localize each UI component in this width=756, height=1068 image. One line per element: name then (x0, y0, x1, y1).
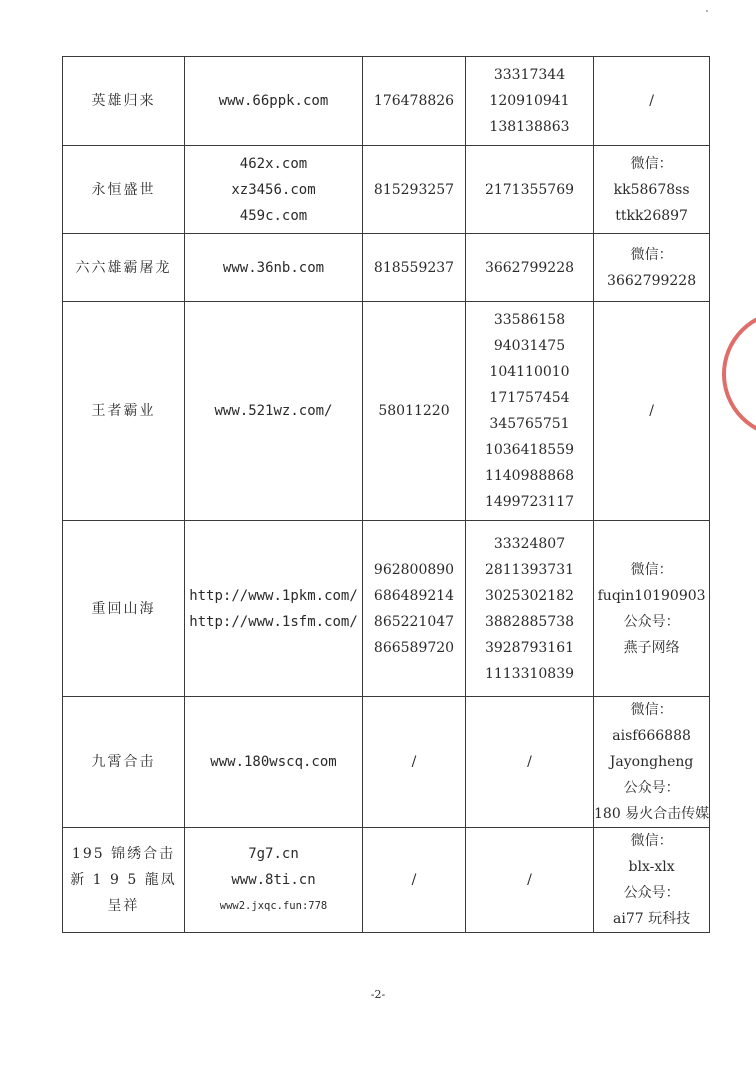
cell-line: 3662799228 (607, 272, 697, 289)
data-table (62, 56, 710, 933)
cell-line: 94031475 (493, 338, 566, 354)
cell-line: 六六雄霸屠龙 (75, 259, 172, 276)
cell-line: 微信： (630, 833, 673, 849)
cell-line: aisf666888 (612, 728, 691, 744)
cell-line: 3928793161 (484, 639, 575, 656)
cell-line: / (527, 872, 532, 888)
other-contact-cell (594, 697, 710, 828)
table-row (63, 234, 710, 302)
cell-line: / (527, 754, 532, 770)
website-cell (185, 234, 363, 302)
name-cell (63, 828, 185, 933)
cell-line: 138138863 (489, 119, 570, 135)
cell-line: 燕子网络 (623, 639, 680, 656)
cell-line: 新 1 9 5 龍凤 (70, 872, 177, 888)
cell-line: 英雄归来 (91, 93, 156, 109)
cell-line: kk58678ss (613, 181, 690, 198)
qq-cell (363, 57, 466, 146)
other-contact-cell (594, 302, 710, 521)
website-cell (185, 302, 363, 521)
other-contact-cell (594, 57, 710, 146)
table-row (63, 521, 710, 697)
cell-line: 3662799228 (484, 259, 575, 276)
cell-line: www.521wz.com/ (214, 403, 333, 419)
name-cell (63, 146, 185, 234)
table-row (63, 828, 710, 933)
cell-line: 345765751 (489, 416, 570, 432)
table-row (63, 697, 710, 828)
qq-cell (363, 302, 466, 521)
website-cell (185, 697, 363, 828)
cell-line: / (649, 403, 654, 419)
cell-line: 永恒盛世 (91, 181, 156, 198)
cell-line: xz3456.com (231, 181, 316, 198)
cell-line: http://www.1pkm.com/ (189, 587, 358, 604)
cell-line: 2171355769 (484, 181, 575, 198)
group-cell (466, 57, 594, 146)
cell-line: 1499723117 (484, 494, 575, 510)
cell-line: 公众号： (623, 780, 680, 796)
table-row (63, 57, 710, 146)
group-cell (466, 234, 594, 302)
table-row (63, 146, 710, 234)
cell-line: 686489214 (373, 587, 455, 604)
cell-line: 王者霸业 (91, 403, 156, 419)
cell-line: / (411, 872, 417, 888)
cell-line: 120910941 (489, 93, 570, 109)
cell-line: 3025302182 (484, 587, 575, 604)
cell-line: / (411, 754, 417, 770)
cell-line: 33324807 (493, 535, 566, 552)
qq-cell (363, 146, 466, 234)
cell-line: 962800890 (373, 561, 455, 578)
cell-line: 公众号： (623, 885, 680, 901)
cell-line: www.66ppk.com (218, 93, 329, 109)
other-contact-cell (594, 234, 710, 302)
cell-line: 171757454 (489, 390, 570, 406)
qq-cell (363, 828, 466, 933)
cell-line: 2811393731 (484, 561, 575, 578)
cell-line: 1140988868 (484, 468, 575, 484)
cell-line: fuqin10190903 (597, 587, 706, 604)
cell-line: 九霄合击 (91, 754, 156, 770)
cell-line: http://www.1sfm.com/ (189, 613, 358, 630)
cell-line: 180 易火合击传媒 (594, 806, 710, 822)
name-cell (63, 302, 185, 521)
website-cell (185, 521, 363, 697)
cell-line: www.36nb.com (222, 259, 325, 276)
name-cell (63, 57, 185, 146)
page-number: -2- (370, 988, 386, 1001)
cell-line: 33317344 (493, 67, 566, 83)
cell-line: 呈祥 (107, 898, 140, 914)
cell-line: / (649, 93, 654, 109)
cell-line: 3882885738 (484, 613, 575, 630)
cell-line: 104110010 (489, 364, 570, 380)
cell-line: 微信： (630, 702, 673, 718)
cell-line: www.8ti.cn (231, 872, 316, 888)
cell-line: 重回山海 (91, 600, 156, 617)
cell-line: 33586158 (493, 312, 566, 328)
group-cell (466, 521, 594, 697)
cell-line: www2.jxqc.fun:778 (219, 900, 328, 912)
group-cell (466, 146, 594, 234)
cell-line: 865221047 (373, 613, 455, 630)
cell-line: 微信： (630, 155, 673, 172)
cell-line: 818559237 (373, 259, 455, 276)
qq-cell (363, 521, 466, 697)
cell-line: 微信： (630, 246, 673, 263)
cell-line: 微信： (630, 561, 673, 578)
official-seal-text (726, 303, 735, 332)
cell-line: 7g7.cn (248, 846, 299, 862)
name-cell (63, 234, 185, 302)
cell-line: 815293257 (373, 181, 455, 198)
cell-line: 866589720 (373, 639, 455, 656)
name-cell (63, 697, 185, 828)
group-cell (466, 302, 594, 521)
group-cell (466, 828, 594, 933)
qq-cell (363, 234, 466, 302)
cell-line: 176478826 (373, 93, 455, 109)
qq-cell (363, 697, 466, 828)
other-contact-cell (594, 828, 710, 933)
other-contact-cell (594, 521, 710, 697)
website-cell (185, 146, 363, 234)
cell-line: ttkk26897 (615, 207, 688, 224)
table-row (63, 302, 710, 521)
cell-line: 58011220 (378, 403, 450, 419)
speck-dot (706, 10, 708, 12)
website-cell (185, 57, 363, 146)
name-cell (63, 521, 185, 697)
cell-line: 公众号： (623, 613, 680, 630)
cell-line: 459c.com (239, 207, 308, 224)
cell-line: ai77 玩科技 (613, 911, 691, 927)
website-cell (185, 828, 363, 933)
cell-line: www.180wscq.com (210, 754, 337, 770)
cell-line: 1113310839 (484, 665, 575, 682)
group-cell (466, 697, 594, 828)
official-seal (722, 310, 756, 438)
cell-line: blx-xlx (628, 859, 675, 875)
other-contact-cell (594, 146, 710, 234)
cell-line: 195 锦绣合击 (71, 846, 176, 862)
cell-line: 462x.com (239, 155, 308, 172)
cell-line: 1036418559 (484, 442, 575, 458)
cell-line: Jayongheng (609, 754, 694, 770)
